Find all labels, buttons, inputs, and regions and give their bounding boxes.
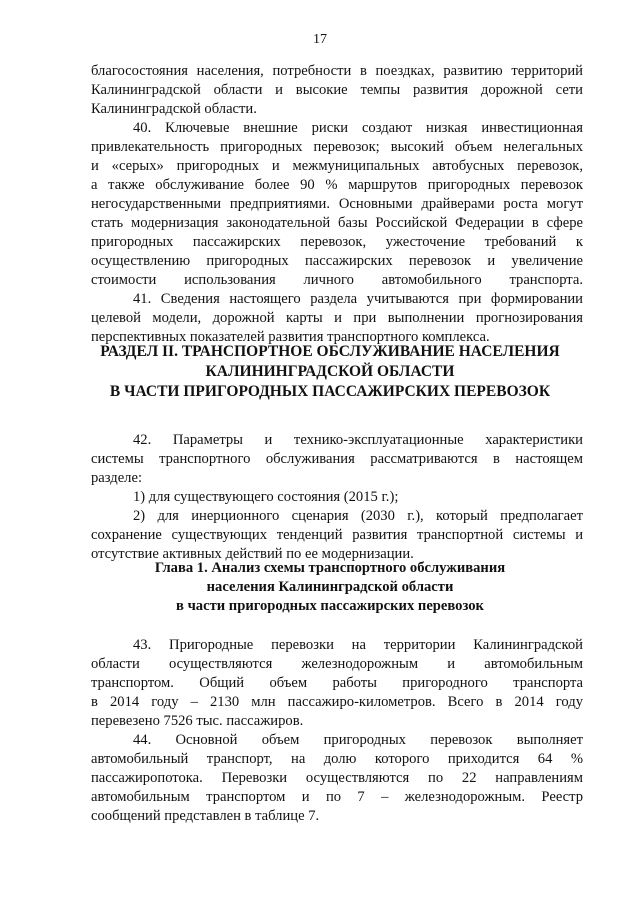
text-line: сохранение существующих тенденций развития транспортной системы и [91, 527, 583, 543]
text-line: Калининградской области и высокие темпы развития дорожной сети [91, 82, 583, 98]
text-line: перевезено 7526 тыс. пассажиров. [91, 713, 304, 729]
text-line: 44. Основной объем пригородных перевозок выполняет [133, 732, 583, 748]
text-line: в 2014 году – 2130 млн пассажиро-километров. Всего в 2014 году [91, 694, 583, 710]
paragraph-continuation [91, 62, 583, 119]
text-line: пассажиропотока. Перевозки осуществляются по 22 направлениям [91, 770, 583, 786]
text-line: Калининградской области. [91, 101, 257, 117]
heading-line: населения Калининградской области [206, 579, 454, 595]
text-line: разделе: [91, 470, 142, 486]
paragraph-44 [91, 731, 583, 826]
text-line: 43. Пригородные перевозки на территории Калининградской [133, 637, 583, 653]
text-line: автомобильным транспортом и по 7 – железнодорожным. Реестр [91, 789, 583, 805]
heading-line: РАЗДЕЛ II. ТРАНСПОРТНОЕ ОБСЛУЖИВАНИЕ НАСЕЛЕНИЯ [100, 343, 560, 360]
text-line: привлекательность пригородных перевозок; высокий объем нелегальных [91, 139, 583, 155]
section-heading [60, 342, 600, 402]
paragraph-41 [91, 290, 583, 347]
text-line: и «серых» пригородных и межмуниципальных автобусных перевозок, [91, 158, 583, 174]
text-line: автомобильный транспорт, на долю которого приходится 64 % [91, 751, 583, 767]
text-line: области осуществляются железнодорожным и автомобильным [91, 656, 583, 672]
text-line: благосостояния населения, потребности в поездках, развитию территорий [91, 63, 583, 79]
text-line: негосударственными предприятиями. Основными драйверами роста могут [91, 196, 583, 212]
heading-line: КАЛИНИНГРАДСКОЙ ОБЛАСТИ [205, 363, 455, 380]
text-line: пригородных пассажирских перевозок, ужесточение требований к [91, 234, 583, 250]
text-line: транспортом. Общий объем работы пригородного транспорта [91, 675, 583, 691]
text-line: 40. Ключевые внешние риски создают низкая инвестиционная [133, 120, 583, 136]
text-line: целевой модели, дорожной карты и при выполнении прогнозирования [91, 310, 583, 326]
text-line: 42. Параметры и технико-эксплуатационные характеристики [133, 432, 583, 448]
text-line: а также обслуживание более 90 % маршрутов пригородных перевозок [91, 177, 583, 193]
chapter-heading [60, 559, 600, 616]
list-item-2: 2) для инерционного сценария (2030 г.), который предполагает [133, 508, 583, 524]
text-line: сообщений представлен в таблице 7. [91, 808, 320, 824]
heading-line: Глава 1. Анализ схемы транспортного обслуживания [154, 560, 506, 576]
list-item-1: 1) для существующего состояния (2015 г.); [133, 489, 399, 505]
text-line: системы транспортного обслуживания рассматриваются в настоящем [91, 451, 583, 467]
text-line: стоимости использования личного автомобильного транспорта. [91, 272, 583, 288]
text-line: отсутствие активных действий по ее модернизации. [91, 546, 414, 562]
heading-line: В ЧАСТИ ПРИГОРОДНЫХ ПАССАЖИРСКИХ ПЕРЕВОЗОК [109, 383, 551, 400]
heading-line: в части пригородных пассажирских перевозок [176, 598, 484, 614]
paragraph-40 [91, 119, 583, 290]
paragraph-42 [91, 431, 583, 564]
text-line: осуществлению пригородных пассажирских перевозок и увеличение [91, 253, 583, 269]
text-line: 41. Сведения настоящего раздела учитываются при формировании [133, 291, 583, 307]
paragraph-43 [91, 636, 583, 731]
text-line: стать модернизация законодательной базы Российской Федерации в сфере [91, 215, 583, 231]
page-number: 17 [313, 32, 327, 47]
text-line: перспективных показателей развития транспортного комплекса. [91, 329, 490, 345]
